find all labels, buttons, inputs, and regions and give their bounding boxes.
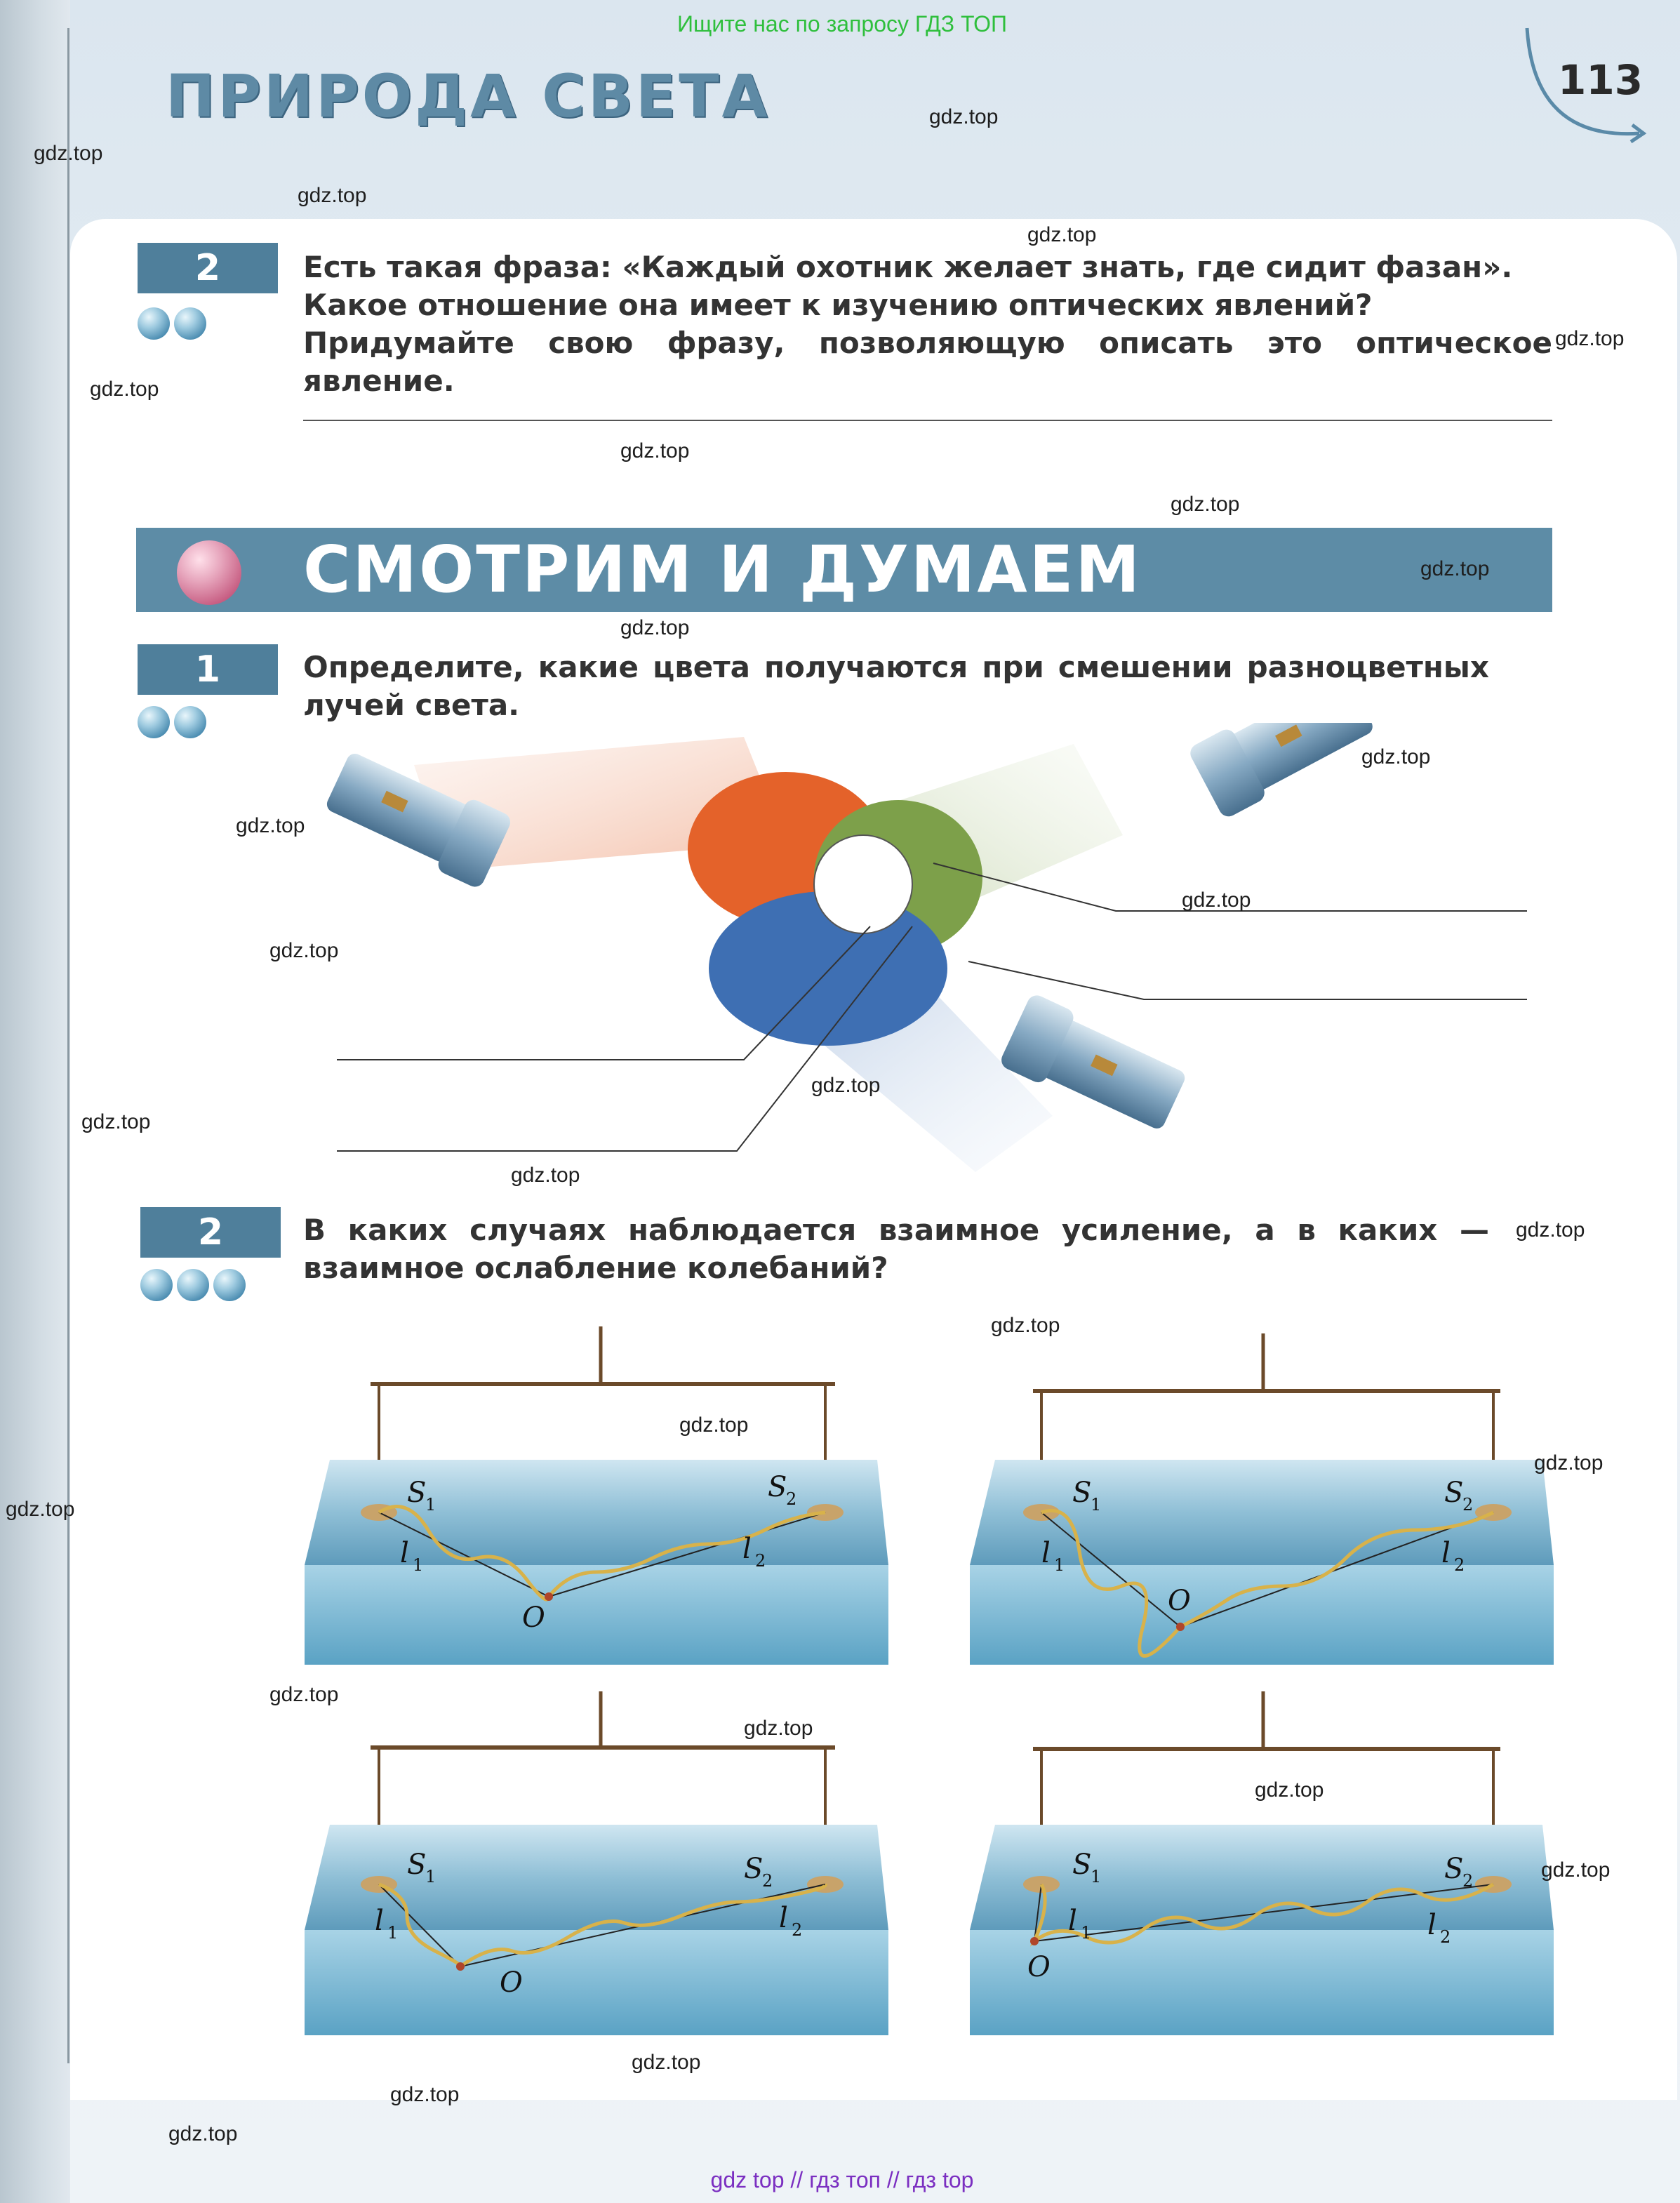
svg-text:O: O [500,1966,523,1999]
svg-text:S: S [407,1477,427,1509]
difficulty-dot [213,1269,246,1301]
watermark: gdz.top [269,1683,339,1706]
svg-text:2: 2 [762,1871,773,1891]
svg-text:l: l [1427,1909,1436,1941]
watermark: gdz.top [298,184,367,207]
watermark: gdz.top [236,814,305,837]
watermark: gdz.top [632,2051,701,2074]
search-banner[interactable]: Ищите нас по запросу ГДЗ ТОП [677,11,1007,36]
svg-text:l: l [742,1533,752,1565]
svg-text:1: 1 [1091,1495,1102,1515]
watermark: gdz.top [1361,745,1431,768]
watermark: gdz.top [6,1498,75,1521]
difficulty-dot [140,1269,173,1301]
watermark: gdz.top [1027,223,1097,246]
question-text [303,248,1552,400]
svg-text:O: O [1168,1585,1191,1617]
difficulty-dot [174,706,206,738]
svg-text:2: 2 [786,1489,797,1509]
svg-text:l: l [1041,1537,1051,1569]
svg-text:O: O [522,1602,545,1634]
svg-text:1: 1 [1081,1923,1092,1943]
svg-text:S: S [768,1471,787,1503]
watermark: gdz.top [1555,327,1625,350]
watermark: gdz.top [390,2083,460,2106]
svg-text:l: l [1068,1905,1077,1937]
svg-text:l: l [400,1537,409,1569]
watermark: gdz.top [81,1110,151,1133]
difficulty-dots [138,307,206,340]
watermark: gdz.top [1420,557,1490,580]
white-mix-center [814,835,912,933]
interference-panel [305,1326,888,1665]
svg-text:S: S [1072,1477,1092,1509]
watermark: gdz.top [929,105,999,128]
question-text: Определите, какие цвета получаются при смешении разноцветных лучей света. [303,650,1489,722]
svg-text:1: 1 [425,1867,436,1886]
task-number-badge: 1 [138,644,278,695]
flashlight-green [1187,723,1379,820]
spine-fold-line [67,28,69,2063]
svg-text:O: O [1027,1951,1051,1983]
watermark: gdz.top [811,1074,881,1097]
svg-text:1: 1 [1091,1867,1102,1886]
svg-text:1: 1 [425,1495,436,1515]
question-text: В каких случаях наблюдается взаимное усиление, а в каких — взаимное ослабление колебаний? [303,1213,1489,1285]
task-number-badge: 2 [138,243,278,293]
watermark: gdz.top [1255,1778,1324,1802]
svg-text:l: l [375,1905,384,1937]
watermark: gdz.top [1182,888,1251,912]
watermark: gdz.top [269,939,339,962]
chapter-title: ПРИРОДА СВЕТА [166,62,771,131]
svg-text:S: S [1444,1853,1464,1885]
svg-text:2: 2 [755,1551,766,1571]
watermark: gdz.top [679,1413,749,1437]
section-ball-icon [177,540,241,605]
svg-text:S: S [744,1853,764,1885]
svg-text:l: l [779,1902,788,1934]
interference-panel [970,1691,1554,2035]
difficulty-dot [177,1269,209,1301]
watermark: gdz.top [90,378,159,401]
question-line: Придумайте свою фразу, позволяющую описать это оптическое явление. [303,326,1552,398]
question-line: Какое отношение она имеет к изучению оптических явлений? [303,288,1373,322]
task-number-badge: 2 [140,1207,281,1258]
watermark: gdz.top [1171,493,1240,516]
svg-text:1: 1 [387,1923,399,1943]
difficulty-dot [138,706,170,738]
svg-text:2: 2 [1440,1927,1451,1947]
difficulty-dot [174,307,206,340]
svg-text:2: 2 [1462,1495,1474,1515]
watermark: gdz.top [991,1314,1060,1337]
answer-line[interactable] [303,420,1552,421]
watermark: gdz.top [1516,1218,1585,1242]
difficulty-dot [138,307,170,340]
svg-text:S: S [1444,1477,1464,1509]
color-mixing-figure [323,723,1558,1172]
interference-panel [305,1691,888,2035]
svg-text:2: 2 [792,1920,803,1940]
svg-text:1: 1 [1054,1555,1065,1575]
svg-text:2: 2 [1462,1871,1474,1891]
leader-line [968,961,1527,999]
svg-text:S: S [407,1849,427,1881]
svg-text:1: 1 [413,1555,424,1575]
watermark: gdz.top [1534,1451,1604,1475]
question-line: Есть такая фраза: «Каждый охотник желает знать, где сидит фазан». [303,250,1513,284]
interference-figures [302,1319,1558,2056]
watermark: gdz.top [511,1164,580,1187]
watermark: gdz.top [1541,1858,1611,1882]
footer-links[interactable]: gdz top // гдз топ // гдз top [710,2167,974,2192]
watermark: gdz.top [620,616,690,639]
section-title: СМОТРИМ И ДУМАЕМ [303,532,1142,607]
svg-text:S: S [1072,1849,1092,1881]
svg-text:2: 2 [1454,1555,1465,1575]
watermark: gdz.top [168,2122,238,2145]
difficulty-dots [138,706,206,738]
book-spine [0,0,70,2203]
page-number: 113 [1558,56,1644,104]
difficulty-dots [140,1269,246,1301]
watermark: gdz.top [34,142,103,165]
interference-panel [970,1333,1554,1665]
svg-text:l: l [1441,1537,1451,1569]
watermark: gdz.top [620,439,690,462]
watermark: gdz.top [744,1717,813,1740]
